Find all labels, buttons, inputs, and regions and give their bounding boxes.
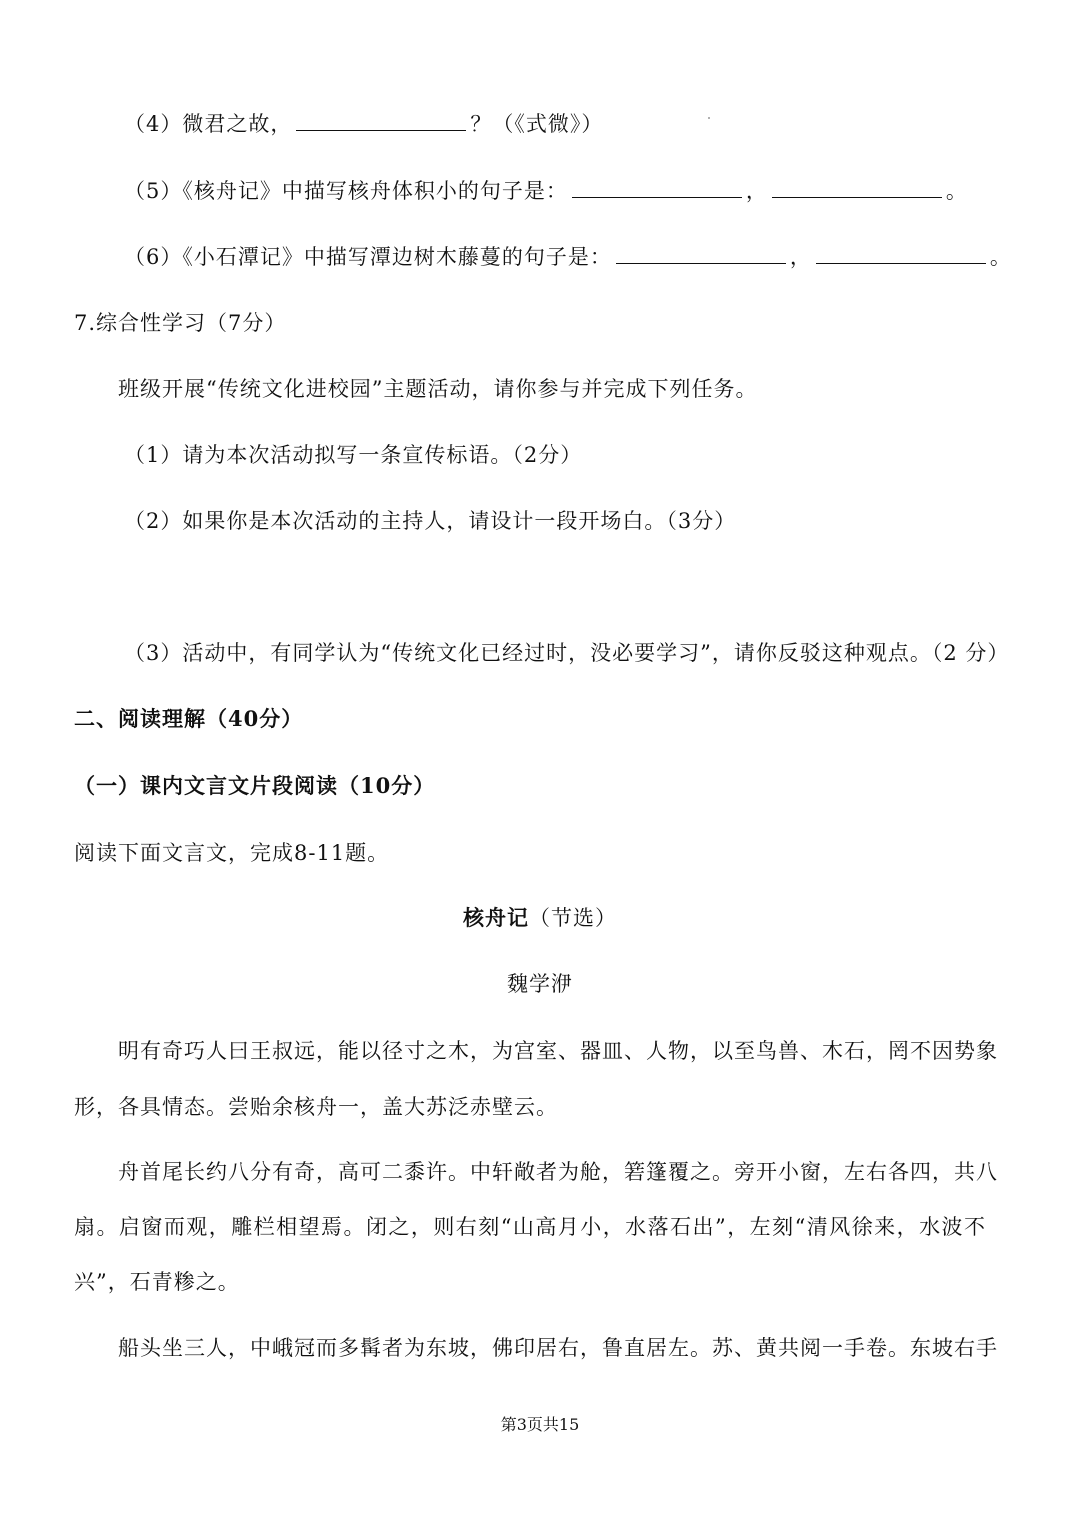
q5-answer-blank-1[interactable] — [572, 175, 742, 198]
q5-prefix: （5）《核舟记》中描写核舟体积小的句子是： — [124, 179, 568, 203]
article-p2-line-3: 兴”，石青糁之。 — [74, 1270, 240, 1294]
q7-task-1: （1）请为本次活动拟写一条宣传标语。（2分） — [124, 443, 583, 467]
q6-answer-blank-1[interactable] — [616, 241, 786, 264]
article-p1-line-1: 明有奇巧人曰王叔远，能以径寸之木，为宫室、器皿、人物，以至鸟兽、木石，罔不因势象 — [118, 1039, 998, 1063]
q5-end: 。 — [945, 179, 968, 203]
article-author: 魏学洢 — [507, 972, 573, 996]
q6-end: 。 — [989, 245, 1012, 269]
section-2-sub-1: （一）课内文言文片段阅读（10分） — [74, 773, 436, 798]
question-5 — [124, 175, 968, 206]
question-6 — [124, 241, 1012, 272]
q7-task-2: （2）如果你是本次活动的主持人，请设计一段开场白。（3分） — [124, 509, 737, 533]
question-4 — [124, 108, 603, 139]
q4-suffix: ？（《式微》） — [470, 112, 604, 136]
section-2-title: 二、阅读理解（40分） — [74, 706, 304, 731]
reading-instruction: 阅读下面文言文，完成8-11题。 — [74, 841, 390, 865]
q6-answer-blank-2[interactable] — [816, 241, 986, 264]
q7-intro: 班级开展“传统文化进校园”主题活动，请你参与并完成下列任务。 — [118, 377, 758, 401]
q6-prefix: （6）《小石潭记》中描写潭边树木藤蔓的句子是： — [124, 245, 612, 269]
article-p2-line-1: 舟首尾长约八分有奇，高可二黍许。中轩敞者为舱，箬篷覆之。旁开小窗，左右各四，共八 — [118, 1160, 998, 1184]
q7-task-3: （3）活动中，有同学认为“传统文化已经过时，没必要学习”，请你反驳这种观点。（2 分） — [124, 641, 1010, 665]
page-footer: 第3页共15 — [500, 1415, 580, 1434]
q4-answer-blank[interactable] — [296, 108, 466, 131]
article-p3-line-1: 船头坐三人，中峨冠而多髯者为东坡，佛印居右，鲁直居左。苏、黄共阅一手卷。东坡右手 — [118, 1336, 998, 1360]
article-title-text: 核舟记 — [463, 905, 529, 930]
q6-sep: ， — [789, 245, 812, 269]
scan-speck — [708, 117, 710, 119]
article-title-note: （节选） — [529, 906, 617, 930]
q7-title: 7.综合性学习（7分） — [74, 311, 287, 335]
article-p1-line-2: 形，各具情态。尝贻余核舟一，盖大苏泛赤壁云。 — [74, 1095, 558, 1119]
q4-prefix: （4）微君之故， — [124, 112, 293, 136]
q5-answer-blank-2[interactable] — [772, 175, 942, 198]
article-p2-line-2: 扇。启窗而观，雕栏相望焉。闭之，则右刻“山高月小，水落石出”，左刻“清风徐来，水波不 — [74, 1215, 986, 1239]
q5-sep: ， — [745, 179, 768, 203]
article-title — [0, 903, 1080, 933]
